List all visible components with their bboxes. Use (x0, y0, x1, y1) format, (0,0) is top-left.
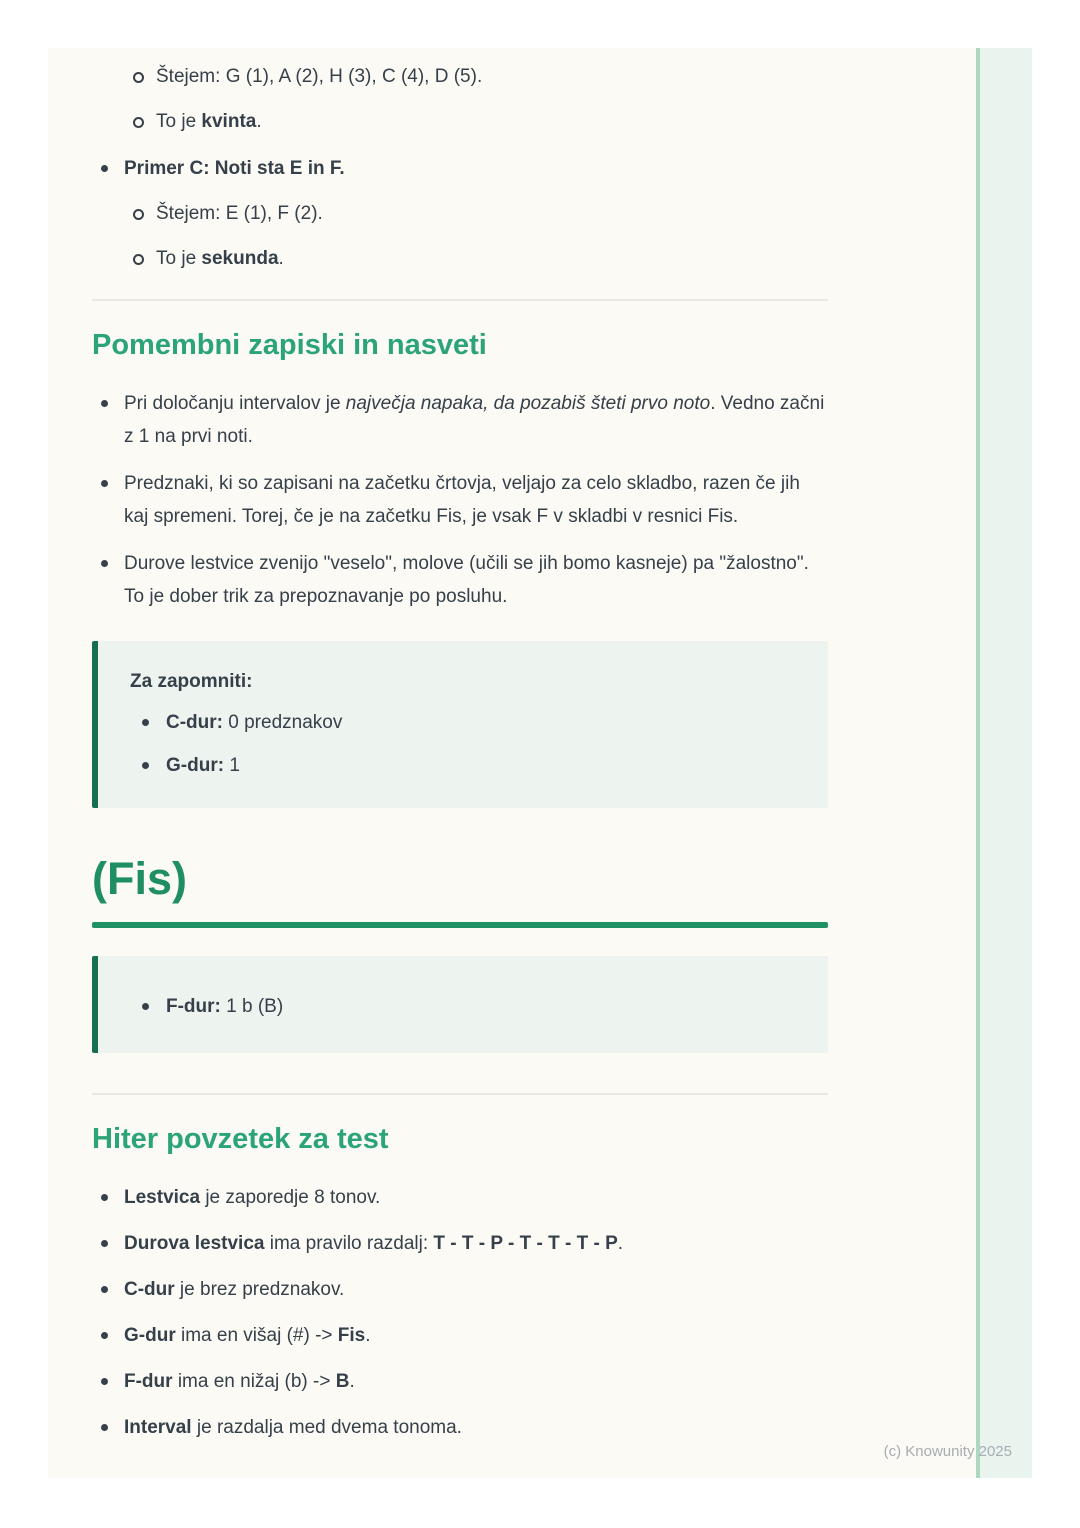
copyright-watermark: (c) Knowunity 2025 (883, 1443, 1012, 1460)
page-side-accent-band (976, 48, 1032, 1478)
callout-remember (92, 641, 828, 808)
list-item-text: Interval je razdalja med dvema tonoma. (124, 1417, 462, 1438)
dot-bullet-icon (101, 1378, 108, 1385)
list-item (92, 547, 828, 613)
section-heading-summary: Hiter povzetek za test (92, 1123, 389, 1155)
list-item-text: Primer C: Noti sta E in F. (124, 158, 345, 179)
list-item-text: C-dur: 0 predznakov (166, 712, 343, 733)
circle-bullet-icon (133, 117, 144, 128)
list-item-text: To je kvinta. (156, 111, 262, 132)
list-item (130, 990, 798, 1023)
callout-fdur-list (130, 990, 798, 1023)
summary-list (92, 1181, 828, 1444)
page-content (92, 56, 828, 1457)
list-item (92, 60, 828, 93)
dot-bullet-icon (101, 1424, 108, 1431)
list-item-text: C-dur je brez predznakov. (124, 1279, 345, 1300)
dot-bullet-icon (101, 1286, 108, 1293)
list-item (92, 1227, 828, 1260)
dot-bullet-icon (101, 560, 108, 567)
dot-bullet-icon (142, 1003, 149, 1010)
list-item-text: G-dur: 1 (166, 755, 240, 776)
dot-bullet-icon (101, 165, 108, 172)
callout-fdur (92, 956, 828, 1053)
list-item-text: F-dur: 1 b (B) (166, 996, 284, 1017)
section-divider (92, 299, 828, 301)
list-item-text: Durova lestvica ima pravilo razdalj: T - T - P - T - T - T - P. (124, 1233, 624, 1254)
circle-bullet-icon (133, 72, 144, 83)
list-item (92, 1181, 828, 1214)
list-item (92, 387, 828, 453)
dot-bullet-icon (101, 400, 108, 407)
notes-list (92, 387, 828, 613)
list-item (92, 152, 828, 185)
dot-bullet-icon (101, 1332, 108, 1339)
dot-bullet-icon (101, 480, 108, 487)
list-item (130, 749, 798, 782)
callout-title: Za zapomniti: (130, 671, 253, 692)
list-item (92, 1411, 828, 1444)
list-item (92, 1319, 828, 1352)
dot-bullet-icon (101, 1194, 108, 1201)
list-item-text: Lestvica je zaporedje 8 tonov. (124, 1187, 381, 1208)
list-item (92, 1365, 828, 1398)
title-underline-bar (92, 922, 828, 928)
dot-bullet-icon (142, 719, 149, 726)
interval-examples-list (92, 60, 828, 275)
list-item-text: Durove lestvice zvenijo "veselo", molove (učili se jih bomo kasneje) pa "žalostno". To je dober trik za prepoznavanje po posluhu. (124, 553, 809, 607)
list-item-text: Štejem: E (1), F (2). (156, 203, 323, 224)
list-item (130, 706, 798, 739)
section-divider (92, 1093, 828, 1095)
list-item-text: G-dur ima en višaj (#) -> Fis. (124, 1325, 371, 1346)
circle-bullet-icon (133, 254, 144, 265)
dot-bullet-icon (101, 1240, 108, 1247)
callout-remember-list (130, 706, 798, 782)
list-item-text: Štejem: G (1), A (2), H (3), C (4), D (5). (156, 66, 483, 87)
list-item-text: To je sekunda. (156, 248, 284, 269)
document-page (48, 48, 1032, 1478)
list-item (92, 105, 828, 138)
page-title-fis: (Fis) (92, 853, 187, 904)
list-item-text: Predznaki, ki so zapisani na začetku črtovja, veljajo za celo skladbo, razen če jih kaj spremeni. Torej, če je na začetku Fis, je vsak F v skladbi v resnici Fis. (124, 473, 800, 527)
list-item (92, 1273, 828, 1306)
list-item (92, 467, 828, 533)
circle-bullet-icon (133, 209, 144, 220)
section-heading-notes: Pomembni zapiski in nasveti (92, 329, 487, 361)
list-item (92, 197, 828, 230)
list-item (92, 242, 828, 275)
dot-bullet-icon (142, 762, 149, 769)
list-item-text: F-dur ima en nižaj (b) -> B. (124, 1371, 355, 1392)
list-item-text: Pri določanju intervalov je največja napaka, da pozabiš šteti prvo noto. Vedno začni z 1 na prvi noti. (124, 393, 825, 447)
